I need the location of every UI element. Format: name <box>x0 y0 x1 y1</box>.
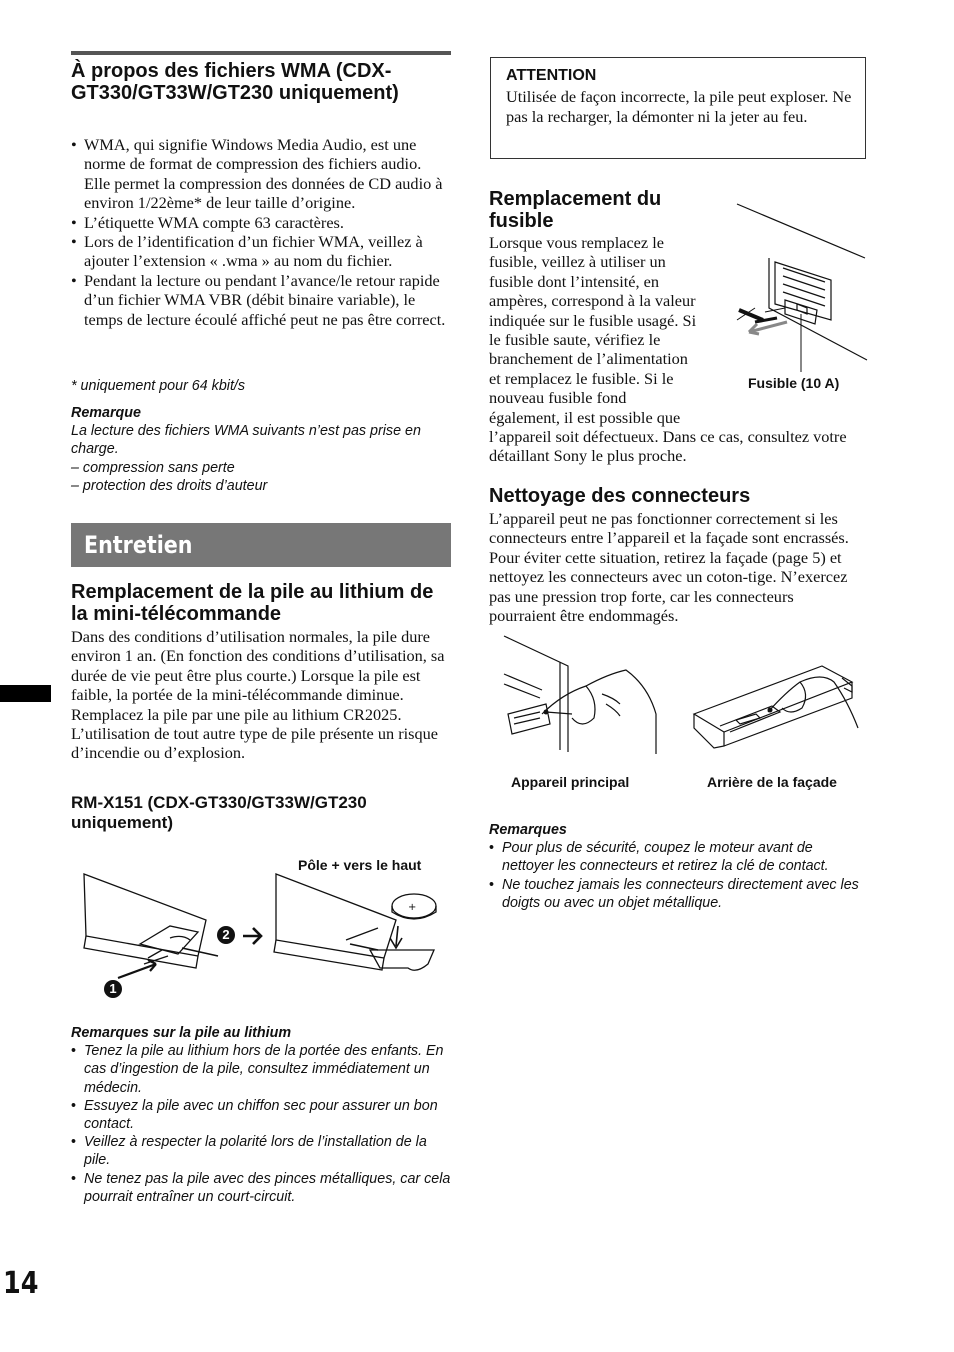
text-line: et remplacez le fusible. Si le <box>489 368 674 388</box>
list-item: • Pour plus de sécurité, coupez le moteur avant de nettoyer les connecteurs et retirez la clé de contact. <box>489 839 867 875</box>
wma-bullets <box>71 135 451 329</box>
faceplate-illustration <box>690 662 862 754</box>
fuse-body <box>489 233 734 427</box>
banner-title: Entretien <box>84 531 193 559</box>
clean-heading: Nettoyage des connecteurs <box>489 485 751 507</box>
fuse-illustration <box>735 200 867 370</box>
faceplate-caption: Arrière de la façade <box>707 774 837 790</box>
clean-notes <box>489 821 867 912</box>
fuse-caption: Fusible (10 A) <box>748 375 840 391</box>
fuse-body-tail: l’appareil soit défectueux. Dans ce cas, consultez votre détaillant Sony le plus proche. <box>489 427 847 466</box>
section-banner <box>71 523 451 567</box>
main-unit-illustration <box>502 634 658 754</box>
list-item: • Pendant la lecture ou pendant l’avance/le retour rapide d’un fichier WMA VBR (débit binaire variable), le temps de lecture écoulé affiché peut ne pas être correct. <box>71 271 451 329</box>
list-item: • Ne tenez pas la pile avec des pinces métalliques, car cela pourrait entraîner un court-circuit. <box>71 1170 451 1206</box>
note-line: – compression sans perte <box>71 459 235 476</box>
svg-text:+: + <box>408 902 417 913</box>
text-line: branchement de l’alimentation <box>489 349 688 369</box>
list-item: • Ne touchez jamais les connecteurs directement avec les doigts ou avec un objet métallique. <box>489 876 867 912</box>
text-line: fusible, veillez à utiliser un <box>489 252 666 272</box>
arrow-right-icon <box>241 926 263 946</box>
wma-heading: À propos des fichiers WMA (CDX-GT330/GT33W/GT230 uniquement) <box>71 60 399 104</box>
wma-footnote: * uniquement pour 64 kbit/s <box>71 378 246 394</box>
text-line: également, il est possible que <box>489 407 681 427</box>
main-unit-caption: Appareil principal <box>511 774 630 790</box>
model-heading: RM-X151 (CDX-GT330/GT33W/GT230 uniquement) <box>71 793 367 832</box>
battery-body: Dans des conditions d’utilisation normales, la pile dure environ 1 an. (En fonction des conditions d’utilisation, sa durée de vie peut être plus courte.) Lorsque la pile est faible, la portée de la mini-télécommande diminue. Remplacez la pile par une pile au lithium CR2025. L’utilisation de tout autre type de pile présente un risque d’incendie ou d’explosion. <box>71 627 445 763</box>
attention-title: ATTENTION <box>506 67 597 84</box>
list-item: • Essuyez la pile avec un chiffon sec pour assurer un bon contact. <box>71 1097 451 1133</box>
text-line: le fusible saute, vérifiez le <box>489 330 661 350</box>
text-line: indiquée sur le fusible usagé. Si <box>489 310 697 330</box>
note-title: Remarque <box>71 405 141 421</box>
battery-figure-label: Pôle + vers le haut <box>298 857 422 873</box>
list-item: • WMA, qui signifie Windows Media Audio, est une norme de format de compression des fichiers audio. Elle permet la compression des données de CD audio à environ 1/22ème* de leur taille d’origine. <box>71 135 451 213</box>
list-item: • L’étiquette WMA compte 63 caractères. <box>71 213 451 232</box>
clean-body: L’appareil peut ne pas fonctionner correctement si les connecteurs entre l’appareil et la façade sont encrassés. Pour éviter cette situation, retirez la façade (page 5) et nettoyez les connecteurs avec un coton-tige. N’exercez pas une pression trop forte, car les connecteurs pourraient être endommagés. <box>489 509 849 626</box>
notes-title: Remarques <box>489 822 567 838</box>
notes-title: Remarques sur la pile au lithium <box>71 1025 292 1041</box>
note-line: La lecture des fichiers WMA suivants n’est pas prise en charge. <box>71 423 421 458</box>
fuse-heading: Remplacement du fusible <box>489 188 662 232</box>
attention-box <box>490 57 866 159</box>
page-number: 14 <box>3 1266 39 1301</box>
note-line: – protection des droits d’auteur <box>71 477 268 494</box>
battery-heading: Remplacement de la pile au lithium de la mini-télécommande <box>71 581 434 625</box>
battery-illustration <box>78 868 448 1008</box>
list-item: • Lors de l’identification d’un fichier WMA, veillez à ajouter l’extension « .wma » au nom du fichier. <box>71 232 451 271</box>
list-item: • Tenez la pile au lithium hors de la portée des enfants. En cas d’ingestion de la pile, consultez immédiatement un médecin. <box>71 1042 451 1097</box>
text-line: Lorsque vous remplacez le <box>489 233 664 252</box>
section-tab-marker <box>0 685 51 702</box>
wma-note <box>71 404 446 495</box>
attention-body: Utilisée de façon incorrecte, la pile peut exploser. Ne pas la recharger, la démonter ni la jeter au feu. <box>506 87 852 126</box>
step-number-2: 2 <box>222 927 230 942</box>
text-line: ampères, correspond à la valeur <box>489 291 696 311</box>
list-item: • Veillez à respecter la polarité lors de l’installation de la pile. <box>71 1133 451 1169</box>
text-line: fusible dont l’intensité, en <box>489 271 660 291</box>
section-rule <box>71 51 451 55</box>
battery-notes <box>71 1024 451 1206</box>
text-line: nouveau fusible fond <box>489 388 627 408</box>
step-number-1: 1 <box>109 981 117 996</box>
